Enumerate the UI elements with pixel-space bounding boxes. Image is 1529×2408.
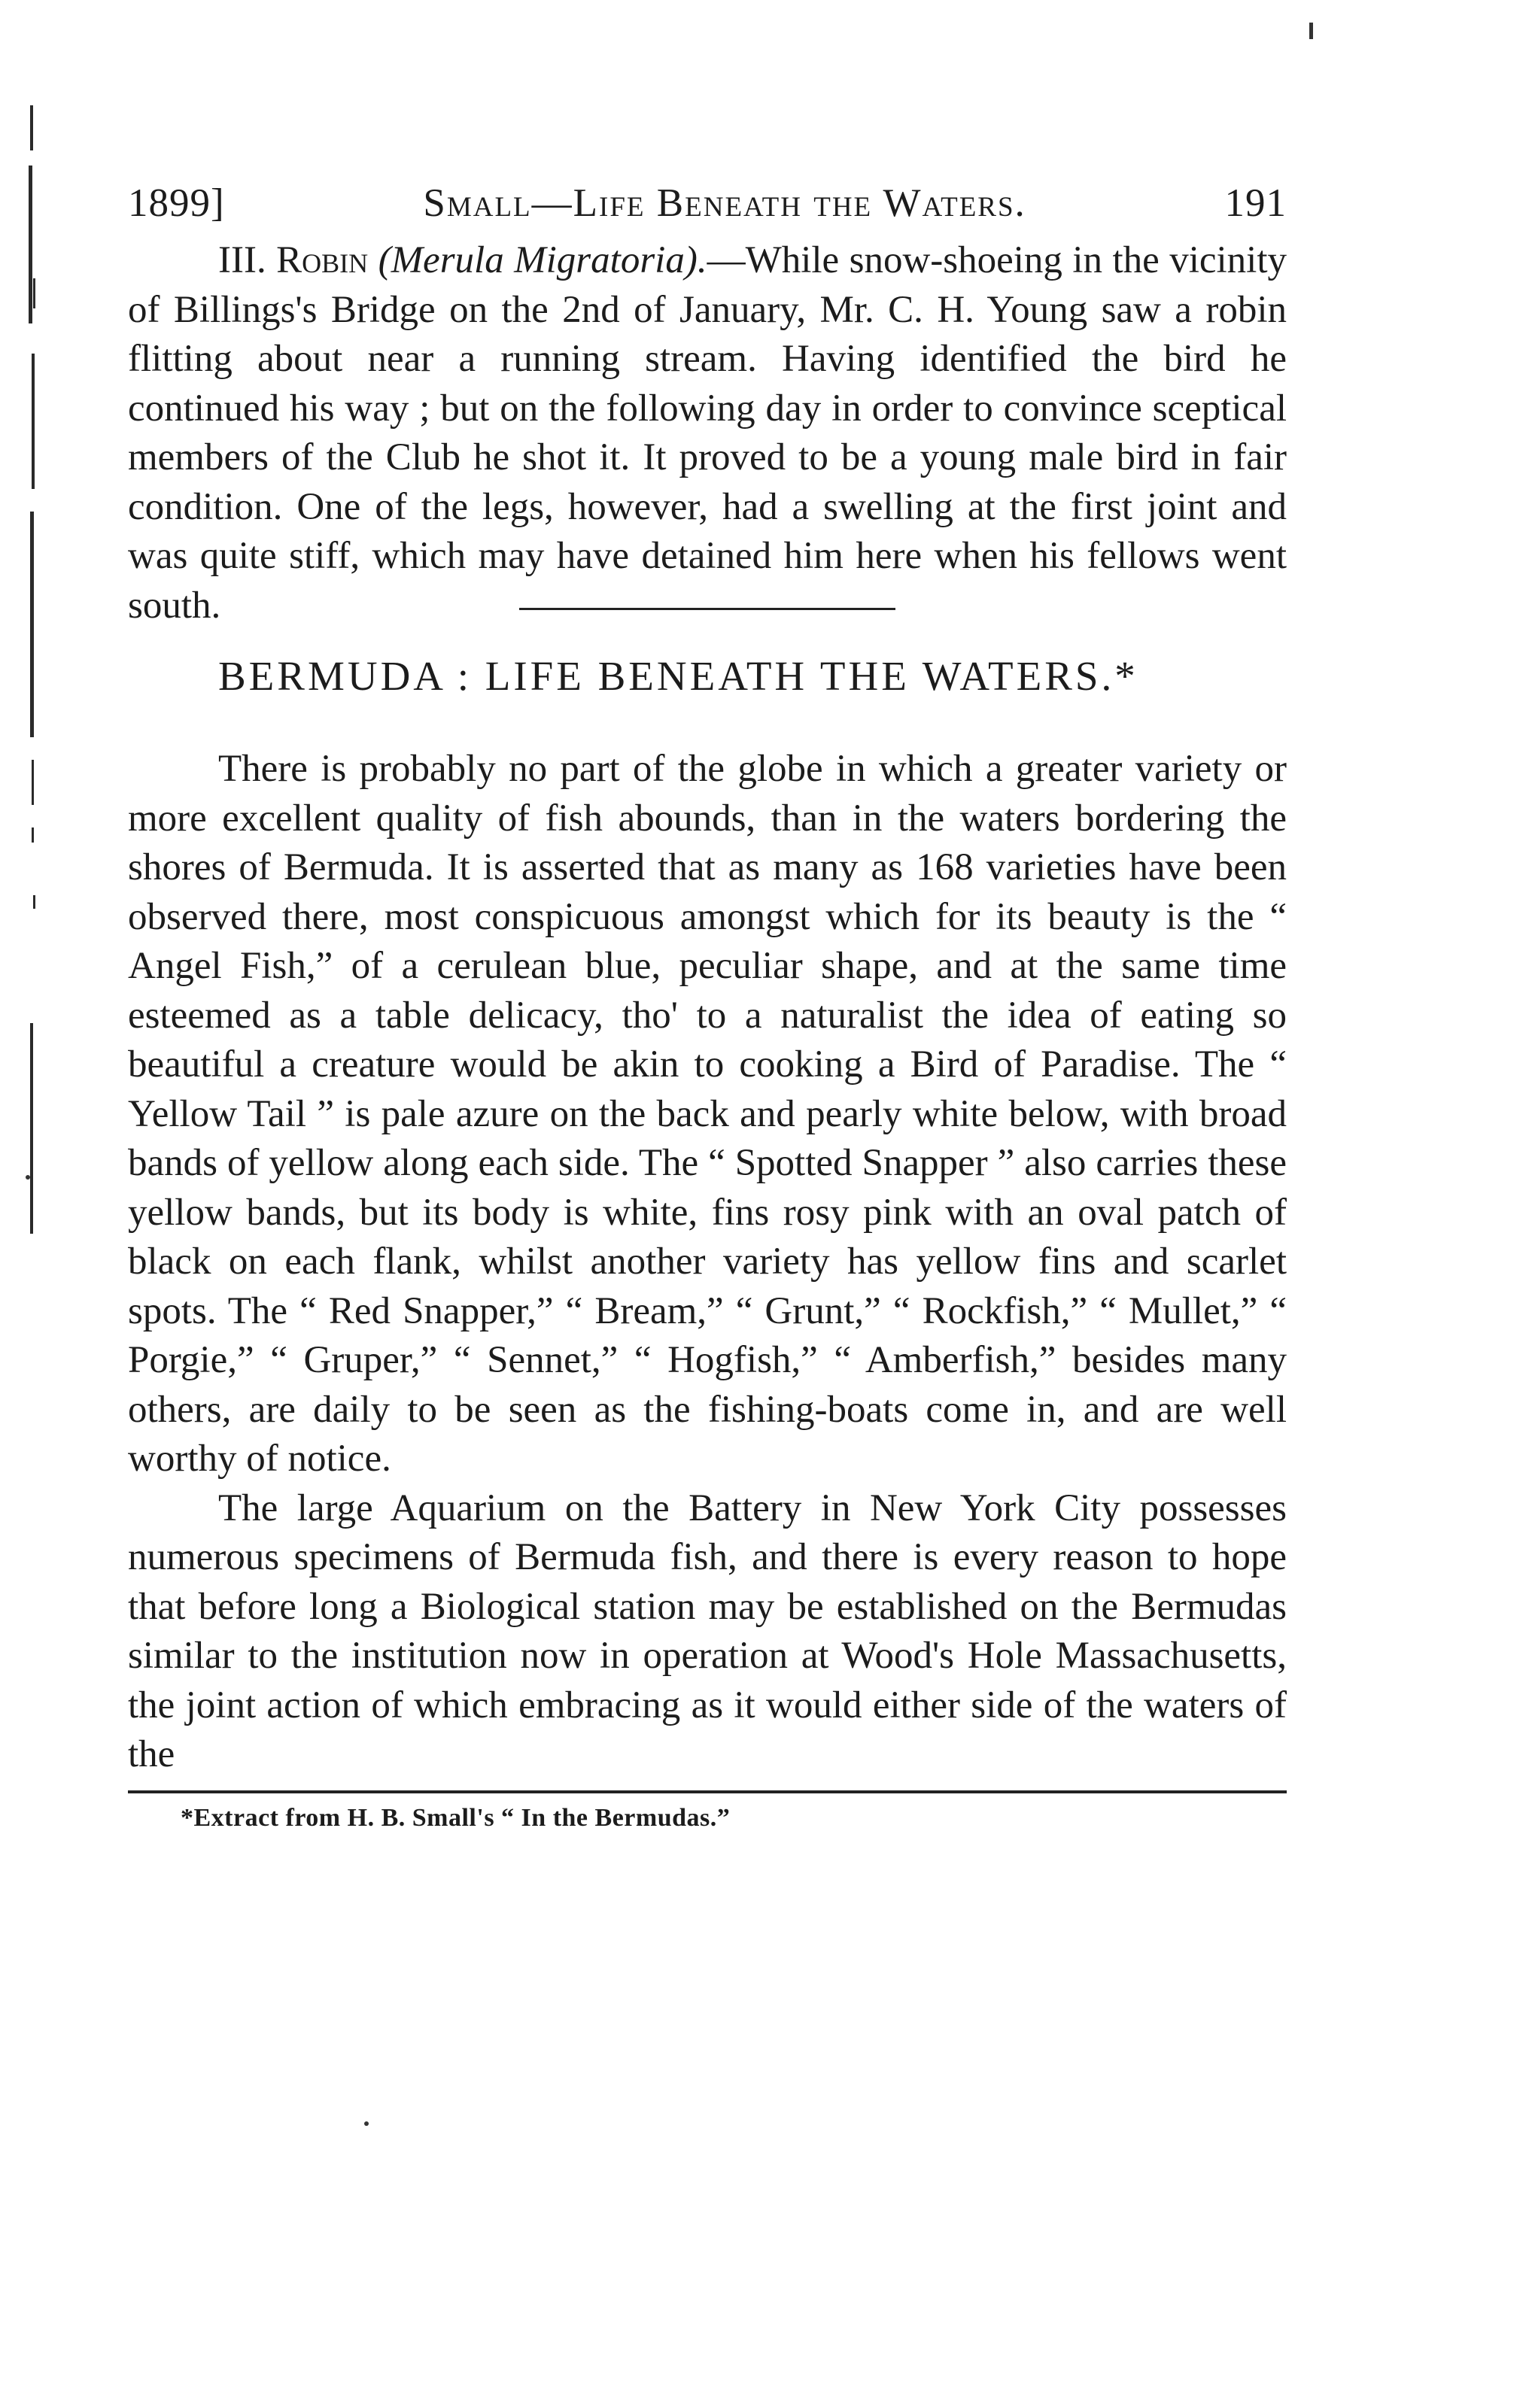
bermuda-paragraph-2: The large Aquarium on the Battery in New York City possesses numerous specimens of Bermuda fish, and there is every reason to hope that before long a Biological station may be established on the Bermudas similar to the institution now in operation at Wood's Hole Massachusetts, the joint action of which embracing as it would either side of the waters of the [128,1486,1287,1775]
footnote-rule [128,1790,1287,1793]
binding-edge-marks [23,105,53,1234]
header-page-number: 191 [1224,181,1287,225]
section-title: BERMUDA : LIFE BENEATH THE WATERS.* [218,653,1138,699]
running-header [128,181,1287,226]
page-content [128,181,1287,1833]
speck [364,2121,369,2126]
header-year: 1899] [128,181,225,225]
robin-latin-name: (Merula Migratoria). [378,239,707,281]
corner-mark [1309,23,1313,39]
robin-number: III. [218,239,266,281]
robin-name: Robin [276,239,369,281]
robin-paragraph [128,236,1287,630]
robin-text: —While snow-shoeing in the vicinity of Billings's Bridge on the 2nd of January, Mr. C. H. Young saw a robin flitting about near a running stream. Having identified the bird he continued his way ; but on the following day in order to convince sceptical members of the Club he shot it. It proved to be a young male bird in fair condition. One of the legs, however, had a swelling at the first joint and was quite stiff, which may have detained him here when his fellows went south. [128,239,1287,627]
header-title: Small—Life Beneath the Waters. [423,181,1026,225]
speck [26,1175,30,1180]
section-divider [519,608,895,610]
footnote: *Extract from H. B. Small's “ In the Bermudas.” [181,1803,731,1832]
bermuda-paragraph-1: There is probably no part of the globe in which a greater variety or more excellent quality of fish abounds, than in the waters bordering the shores of Bermuda. It is asserted that as many as 168 varieties have been observed there, most conspicuous amongst which for its beauty is the “ Angel Fish,” of a cerulean blue, peculiar shape, and at the same time esteemed as a table delicacy, tho' to a naturalist the idea of eating so beautiful a creature would be akin to cooking a Bird of Paradise. The “ Yellow Tail ” is pale azure on the back and pearly white below, with broad bands of yellow along each side. The “ Spotted Snapper ” also carries these yellow bands, but its body is white, fins rosy pink with an oval patch of black on each flank, whilst another variety has yellow fins and scarlet spots. The “ Red Snapper,” “ Bream,” “ Grunt,” “ Rockfish,” “ Mullet,” “ Porgie,” “ Gruper,” “ Sennet,” “ Hogfish,” “ Amberfish,” besides many others, are daily to be seen as the fishing-boats come in, and are well worthy of notice. [128,748,1287,1480]
